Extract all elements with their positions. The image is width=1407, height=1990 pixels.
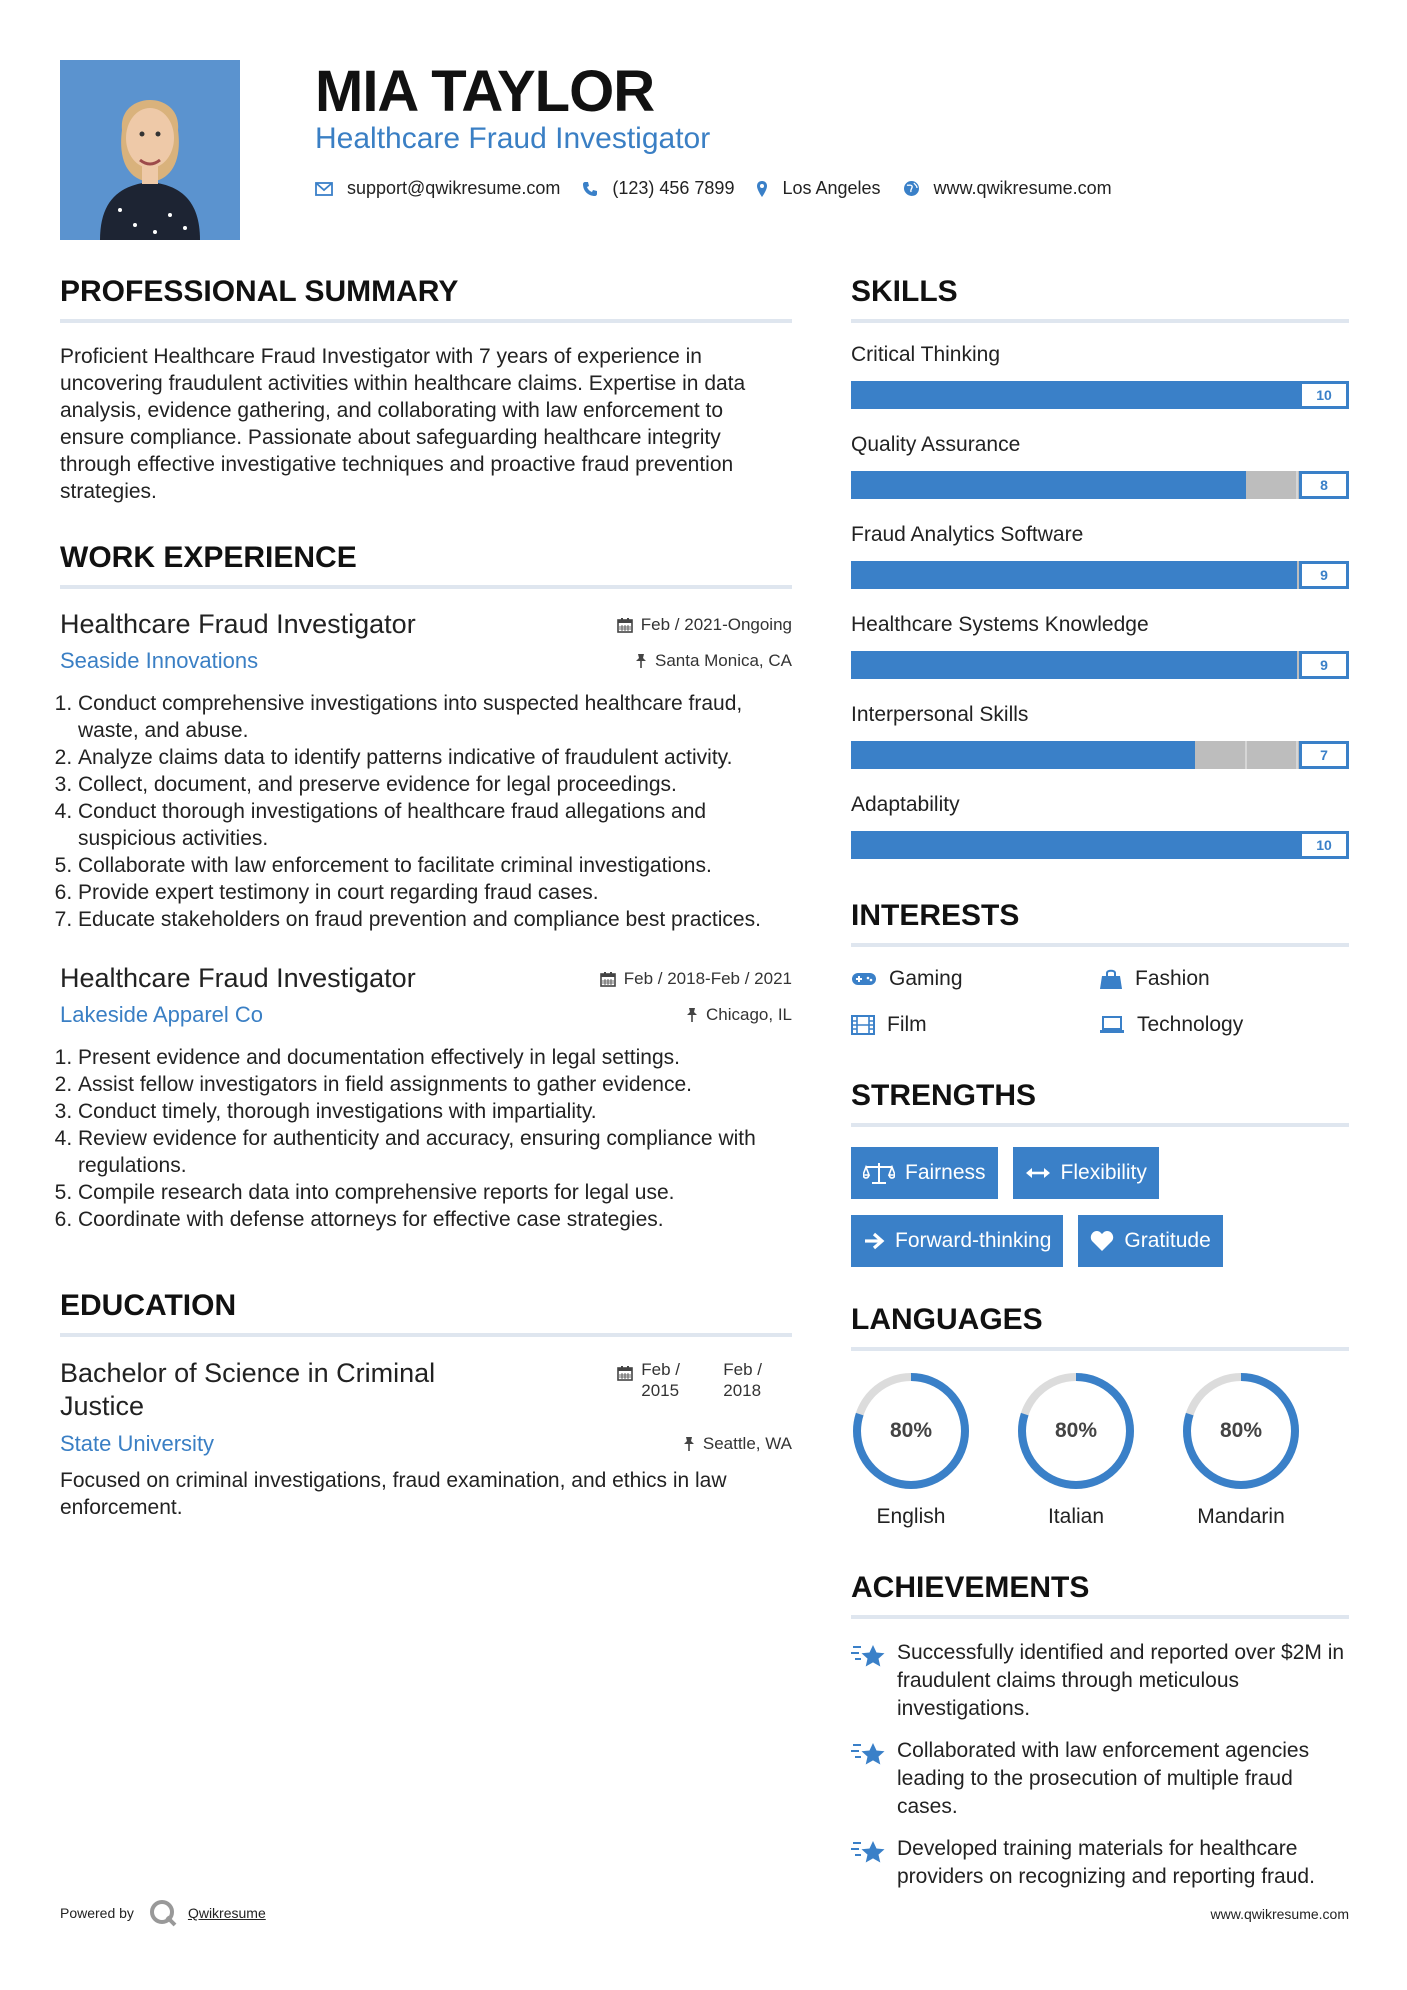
skill-segment-filled <box>1249 381 1299 409</box>
strengths-heading: STRENGTHS <box>851 1079 1349 1127</box>
skill-segment-filled <box>1200 381 1250 409</box>
balance-scale-icon <box>863 1161 895 1185</box>
skill-segment-empty <box>1195 741 1246 769</box>
skill-segment-filled <box>1248 651 1298 679</box>
skill-segment-empty <box>1247 741 1298 769</box>
gamepad-icon <box>851 971 877 987</box>
job-entry <box>60 963 792 1233</box>
skill-segment-filled <box>1049 561 1099 589</box>
calendar-icon <box>617 1365 633 1381</box>
interests-heading: INTERESTS <box>851 899 1349 947</box>
skill-segment-filled <box>950 651 1000 679</box>
strengths-list <box>851 1147 1349 1267</box>
language-ring <box>851 1371 971 1491</box>
skill-segment-filled <box>949 741 998 769</box>
skill-name: Quality Assurance <box>851 433 1021 456</box>
strength-label: Flexibility <box>1060 1161 1147 1184</box>
skill-segment-filled <box>950 561 1000 589</box>
achievement-item <box>851 1737 1349 1821</box>
achievements-list <box>851 1639 1349 1891</box>
language-name: Italian <box>1047 1505 1105 1528</box>
language-name: English <box>876 1505 946 1528</box>
profile-photo <box>60 60 240 240</box>
contact-email[interactable] <box>315 178 560 199</box>
skill-segment-filled <box>1249 831 1299 859</box>
edu-start-year: 2015 <box>641 1381 680 1400</box>
achievement-item <box>851 1835 1349 1891</box>
strength-badge <box>1078 1215 1222 1267</box>
skill-segment-filled <box>1099 651 1149 679</box>
duty-item: 3. Collect, document, and preserve evidence for legal proceedings. <box>78 771 792 798</box>
skill-segment-filled <box>1198 651 1248 679</box>
email-text: support@qwikresume.com <box>347 178 561 198</box>
interest-label: Fashion <box>1135 967 1210 990</box>
language-ring <box>1016 1371 1136 1491</box>
strength-badge <box>851 1215 1063 1267</box>
phone-text: (123) 456 7899 <box>612 178 735 198</box>
school-name: State University <box>60 1431 215 1456</box>
experience-heading: WORK EXPERIENCE <box>60 541 792 589</box>
language-percent: 80% <box>1054 1419 1098 1442</box>
skill-bar <box>851 741 1349 769</box>
edu-end-month: Feb / <box>723 1360 762 1379</box>
education-description: Focused on criminal investigations, fraud examination, and ethics in law enforcement. <box>60 1469 727 1519</box>
job-dates <box>600 969 792 989</box>
phone-icon <box>582 181 598 197</box>
skill-segment-filled <box>950 471 999 499</box>
skill-segment-filled <box>1200 831 1250 859</box>
job-location <box>635 651 792 671</box>
globe-icon <box>903 180 920 197</box>
skill-item <box>851 343 1349 409</box>
contact-phone[interactable] <box>582 178 734 199</box>
skill-segment-filled <box>901 651 951 679</box>
skill-segment-filled <box>851 381 901 409</box>
achievement-text: Successfully identified and reported over $2M in fraudulent claims through meticulous investigations. <box>897 1641 1345 1720</box>
skill-segment-filled <box>999 471 1048 499</box>
duty-item: 5. Compile research data into comprehensive reports for legal use. <box>78 1179 792 1206</box>
duty-item: 2. Analyze claims data to identify patterns indicative of fraudulent activity. <box>78 744 792 771</box>
skill-segment-filled <box>900 471 949 499</box>
language-ring <box>1181 1371 1301 1491</box>
candidate-name: MIA TAYLOR <box>315 59 655 124</box>
duty-item: 6. Coordinate with defense attorneys for effective case strategies. <box>78 1206 792 1233</box>
skill-segment-filled <box>1049 471 1098 499</box>
skill-segment-filled <box>851 561 901 589</box>
duty-item: 2. Assist fellow investigators in field assignments to gather evidence. <box>78 1071 792 1098</box>
interest-item <box>1099 1013 1349 1037</box>
arrow-right-icon <box>863 1231 885 1251</box>
contact-bar <box>315 178 1134 199</box>
interest-label: Technology <box>1137 1013 1244 1036</box>
strength-label: Forward-thinking <box>895 1229 1052 1252</box>
skill-segment-filled <box>1049 651 1099 679</box>
pushpin-icon <box>635 653 647 669</box>
education-dates <box>617 1359 762 1401</box>
skills-list <box>851 343 1349 859</box>
edu-start-month: Feb / <box>641 1360 680 1379</box>
language-item <box>851 1371 971 1529</box>
profile-photo-illustration <box>60 60 240 240</box>
skill-name: Adaptability <box>851 793 960 816</box>
job-title: Healthcare Fraud Investigator <box>60 609 416 639</box>
skill-bar <box>851 651 1349 679</box>
skill-segment-filled <box>1100 381 1150 409</box>
language-percent: 80% <box>1219 1419 1263 1442</box>
pushpin-icon <box>683 1436 695 1452</box>
skill-segment-filled <box>1100 831 1150 859</box>
duty-item: 6. Provide expert testimony in court regarding fraud cases. <box>78 879 792 906</box>
skill-level-badge: 8 <box>1299 471 1349 499</box>
company-name: Lakeside Apparel Co <box>60 1002 264 1027</box>
skills-heading: SKILLS <box>851 275 1349 323</box>
skill-segment-filled <box>1149 561 1199 589</box>
star-achievement-icon <box>851 1739 887 1769</box>
duty-item: 5. Collaborate with law enforcement to facilitate criminal investigations. <box>78 852 792 879</box>
education-section <box>60 1289 792 1521</box>
skill-segment-filled <box>851 741 900 769</box>
languages-list <box>851 1371 1349 1529</box>
language-item <box>1181 1371 1301 1529</box>
skill-segment-filled <box>1000 381 1050 409</box>
skill-bar <box>851 831 1349 859</box>
skill-level-badge: 9 <box>1299 561 1349 589</box>
summary-section <box>60 275 792 505</box>
education-location-text: Seattle, WA <box>702 1434 792 1453</box>
interest-item <box>1099 967 1349 991</box>
skill-name: Fraud Analytics Software <box>851 523 1084 546</box>
skill-name: Interpersonal Skills <box>851 703 1029 726</box>
skill-level-badge: 10 <box>1299 381 1349 409</box>
skill-segment-filled <box>1050 381 1100 409</box>
achievement-text: Developed training materials for healthcare providers on recognizing and reporting fraud. <box>897 1837 1315 1888</box>
experience-section <box>60 541 792 1233</box>
job-location-text: Santa Monica, CA <box>654 651 792 670</box>
skill-segment-filled <box>901 561 951 589</box>
job-entry <box>60 609 792 933</box>
right-column <box>851 275 1349 1905</box>
calendar-icon <box>617 617 633 633</box>
powered-by-label: Powered by <box>60 1905 134 1921</box>
skill-segment-filled <box>951 381 1001 409</box>
skill-segment-filled <box>1050 831 1100 859</box>
job-dates <box>617 615 792 635</box>
heart-icon <box>1090 1230 1114 1252</box>
contact-website[interactable] <box>903 178 1112 199</box>
skill-segment-filled <box>1099 561 1149 589</box>
job-dates-text: Feb / 2021-Ongoing <box>640 615 792 634</box>
skill-segment-filled <box>1198 561 1248 589</box>
education-location <box>683 1434 792 1454</box>
skill-bar <box>851 381 1349 409</box>
achievements-section <box>851 1571 1349 1891</box>
skill-name: Critical Thinking <box>851 343 1000 366</box>
job-location <box>686 1005 792 1025</box>
strengths-section <box>851 1079 1349 1267</box>
languages-section <box>851 1303 1349 1529</box>
skill-segment-filled <box>900 741 949 769</box>
candidate-title: Healthcare Fraud Investigator <box>315 122 711 155</box>
degree-title: Bachelor of Science in Criminal Justice <box>60 1358 436 1421</box>
strength-label: Fairness <box>905 1161 986 1184</box>
location-text: Los Angeles <box>782 178 881 198</box>
website-text: www.qwikresume.com <box>933 178 1112 198</box>
job-dates-text: Feb / 2018-Feb / 2021 <box>623 969 792 988</box>
duties-list <box>60 690 792 933</box>
strength-label: Gratitude <box>1124 1229 1211 1252</box>
language-percent: 80% <box>889 1419 933 1442</box>
skill-segment-filled <box>1197 471 1246 499</box>
company-name: Seaside Innovations <box>60 648 259 673</box>
achievement-text: Collaborated with law enforcement agencies leading to the prosecution of multiple fraud cases. <box>897 1739 1310 1818</box>
skill-segment-filled <box>1098 471 1147 499</box>
footer-website[interactable]: www.qwikresume.com <box>1210 1906 1349 1922</box>
skill-segment-filled <box>1149 651 1199 679</box>
contact-location <box>756 178 880 199</box>
skills-section <box>851 275 1349 859</box>
skill-level-badge: 7 <box>1299 741 1349 769</box>
skill-item <box>851 703 1349 769</box>
skill-level-badge: 9 <box>1299 651 1349 679</box>
skill-item <box>851 433 1349 499</box>
achievements-heading: ACHIEVEMENTS <box>851 1571 1349 1619</box>
strength-badge <box>851 1147 998 1199</box>
skill-segment-filled <box>1150 381 1200 409</box>
arrows-horizontal-icon <box>1025 1166 1051 1180</box>
language-item <box>1016 1371 1136 1529</box>
summary-heading: PROFESSIONAL SUMMARY <box>60 275 792 323</box>
interest-item <box>851 967 1099 991</box>
summary-text: Proficient Healthcare Fraud Investigator with 7 years of experience in uncovering fraudulent activities within healthcare claims. Expertise in data analysis, evidence gathering, and collaborating with law enforcement to ensure compliance. Passionate about safeguarding healthcare integrity through effective investigative techniques and proactive fraud prevention strategies. <box>60 345 746 503</box>
skill-item <box>851 793 1349 859</box>
skill-item <box>851 613 1349 679</box>
skill-segment-filled <box>901 381 951 409</box>
qwikresume-logo-icon <box>148 1898 178 1928</box>
strength-badge <box>1013 1147 1159 1199</box>
duty-item: 7. Educate stakeholders on fraud prevention and compliance best practices. <box>78 906 792 933</box>
pushpin-icon <box>686 1007 698 1023</box>
skill-segment-filled <box>851 651 901 679</box>
envelope-icon <box>315 182 333 196</box>
brand-link[interactable]: Qwikresume <box>187 1905 266 1921</box>
skill-segment-filled <box>1248 561 1298 589</box>
left-column <box>60 275 792 1521</box>
interests-section <box>851 899 1349 1037</box>
job-location-text: Chicago, IL <box>706 1005 792 1024</box>
skill-level-badge: 10 <box>1299 831 1349 859</box>
language-name: Mandarin <box>1197 1505 1285 1528</box>
skill-item <box>851 523 1349 589</box>
languages-heading: LANGUAGES <box>851 1303 1349 1351</box>
skill-segment-filled <box>1150 831 1200 859</box>
duty-item: 4. Review evidence for authenticity and accuracy, ensuring compliance with regulations. <box>78 1125 792 1179</box>
duty-item: 1. Conduct comprehensive investigations into suspected healthcare fraud, waste, and abuse. <box>78 690 792 744</box>
edu-end-year: 2018 <box>723 1381 762 1400</box>
duties-list <box>60 1044 792 1233</box>
laptop-icon <box>1099 1016 1125 1034</box>
skill-segment-filled <box>1000 831 1050 859</box>
skill-segment-filled <box>999 741 1048 769</box>
skill-segment-filled <box>1048 741 1097 769</box>
interest-label: Gaming <box>889 967 963 990</box>
skill-bar <box>851 471 1349 499</box>
star-achievement-icon <box>851 1837 887 1867</box>
duty-item: 3. Conduct timely, thorough investigations with impartiality. <box>78 1098 792 1125</box>
skill-segment-filled <box>1097 741 1146 769</box>
map-marker-icon <box>756 180 768 198</box>
skill-segment-filled <box>901 831 951 859</box>
interest-item <box>851 1013 1099 1037</box>
duty-item: 4. Conduct thorough investigations of healthcare fraud allegations and suspicious activities. <box>78 798 792 852</box>
skill-name: Healthcare Systems Knowledge <box>851 613 1149 636</box>
shopping-bag-icon <box>1099 968 1123 990</box>
calendar-icon <box>600 971 616 987</box>
interest-label: Film <box>887 1013 927 1036</box>
job-title: Healthcare Fraud Investigator <box>60 963 416 993</box>
interests-list <box>851 967 1349 1037</box>
film-icon <box>851 1015 875 1035</box>
footer-powered-by <box>60 1898 266 1928</box>
skill-segment-filled <box>951 831 1001 859</box>
skill-segment-filled <box>851 471 900 499</box>
duty-item: 1. Present evidence and documentation effectively in legal settings. <box>78 1044 792 1071</box>
achievement-item <box>851 1639 1349 1723</box>
skill-segment-filled <box>1000 561 1050 589</box>
skill-segment-filled <box>1147 471 1196 499</box>
skill-bar <box>851 561 1349 589</box>
skill-segment-filled <box>851 831 901 859</box>
skill-segment-empty <box>1246 471 1297 499</box>
star-achievement-icon <box>851 1641 887 1671</box>
education-heading: EDUCATION <box>60 1289 792 1337</box>
skill-segment-filled <box>1000 651 1050 679</box>
skill-segment-filled <box>1146 741 1195 769</box>
